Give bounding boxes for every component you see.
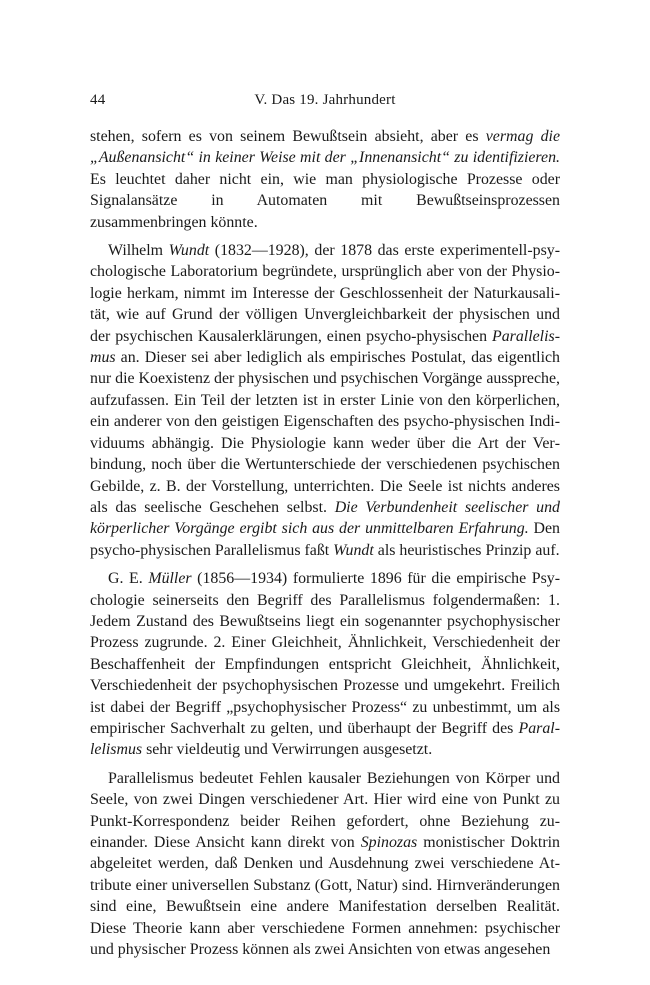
running-title: V. Das 19. Jahrhundert — [254, 92, 396, 108]
italic-span: vermag die „Außenansicht“ in keiner Weise mit der „Innenansicht“ zu identifizieren. — [90, 128, 561, 167]
text-span: Parallelismus bedeutet Fehlen kausaler Beziehungen von Körper und Seele, von zwei Dingen verschiedener Art. Hier wird eine von Punkt zu Punkt-Korrespondenz beider Reihen gefordert, ohne Beziehung zueinander. Diese Ansicht kann direkt von — [90, 769, 560, 851]
italic-span: Wundt — [333, 541, 374, 559]
paragraph-2 — [90, 240, 560, 561]
paragraph-4 — [90, 768, 560, 961]
text-span: stehen, sofern es von seinem Bewußtsein absieht, aber es — [90, 128, 486, 145]
page-header — [90, 92, 560, 114]
text-span: als heuristisches Prinzip auf. — [373, 541, 560, 559]
paragraph-1 — [90, 126, 560, 233]
text-span: G. E. — [108, 570, 149, 588]
text-span: Den psycho-physischen Parallelismus faßt — [90, 520, 560, 559]
italic-span: Wundt — [168, 242, 210, 260]
text-span: Es leuchtet daher nicht ein, wie man physiologische Prozesse oder Signalansätze in Automaten mit Bewußtseinsprozessen zusammenbringen könnte. — [90, 170, 560, 231]
paragraph-3 — [90, 568, 560, 761]
text-span: an. Dieser sei aber lediglich als empirisches Postulat, das eigentlich nur die Koexistenz der physischen und psychischen Vorgänge ausspreche, aufzufassen. Ein Teil der letzten ist in erster Linie von den körperlichen, ein anderer von den geistigen Eigenschaften des psycho-physischen Individuums abhängig. Die Physiologie kann weder über die Art der Verbindung, noch über die Wertunterschiede der verschiedenen psychischen Gebilde, z. B. der Vorstellung, unterrichten. Die Seele ist nichts anderes als das seelische Geschehen selbst. — [90, 349, 560, 516]
text-span: (1856—1934) formulierte 1896 für die empirische Psychologie seinerseits den Begriff des Parallelismus folgendermaßen: 1. Jedem Zustand des Bewußtseins liegt ein sogenannter psychophysischer Prozess zugrunde. 2. Einer Gleichheit, Ähnlichkeit, Verschiedenheit der Beschaffenheit der Empfindungen entspricht Gleichheit, Ähnlichkeit, Verschiedenheit der psychophysischen Prozesse und umgekehrt. Freilich ist dabei der Begriff „psychophysischer Prozess“ zu unbestimmt, um als empirischer Sachverhalt zu gelten, und überhaupt der Begriff des — [90, 570, 560, 737]
italic-span: Parallelismus — [90, 719, 560, 759]
text-span: monistischer Doktrin abgeleitet werden, daß Denken und Ausdehnung zwei verschiedene Attribute einer universellen Substanz (Gott, Natur) sind. Hirnveränderungen sind eine, Bewußtsein eine andere Manifestation derselben Realität. Diese Theorie kann aber verschiedene Formen annehmen: psychischer und physischer Prozess können als zwei Ansichten von etwas angesehen — [90, 834, 560, 959]
text-span: (1832—1928), der 1878 das erste experimentell-psychologische Laboratorium begründete, ursprünglich aber von der Physiologie herkam, nimmt im Interesse der Geschlossenheit der Naturkausalität, wie auf Grund der völligen Unvergleichbarkeit der physischen und der psychischen Kausalerklärungen, einen psycho-physischen — [90, 242, 560, 345]
italic-span: Spinozas — [360, 834, 418, 851]
text-span: Wilhelm — [108, 242, 169, 260]
italic-span: Müller — [148, 570, 192, 588]
italic-span: Die Verbundenheit seelischer und körperlicher Vorgänge ergibt sich aus der unmittelbaren Erfahrung. — [90, 498, 560, 538]
page-number: 44 — [90, 92, 106, 108]
body-text — [90, 126, 560, 960]
text-span: sehr vieldeutig und Verwirrungen ausgesetzt. — [142, 741, 433, 759]
italic-span: Parallelismus — [90, 327, 560, 367]
